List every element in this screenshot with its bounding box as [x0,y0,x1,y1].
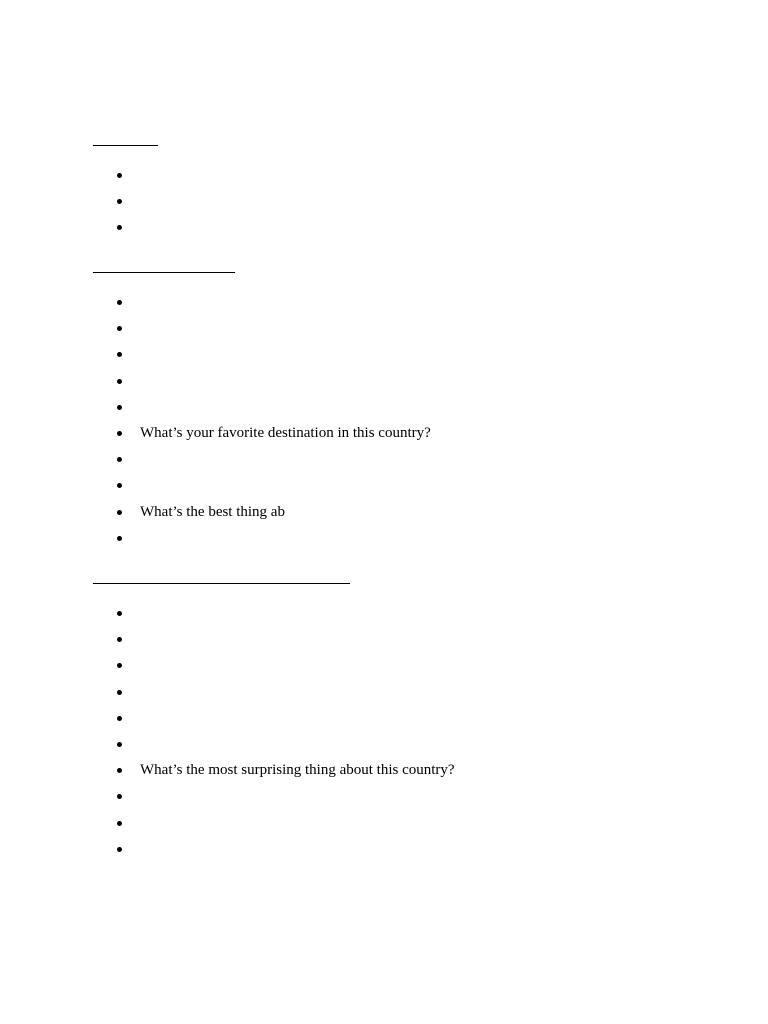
bullet-icon [117,225,122,230]
bullet-icon [117,821,122,826]
bullet-icon [117,483,122,488]
bullet-icon [117,663,122,668]
bullet-icon [117,199,122,204]
list-item-text: What’s your favorite destination in this country? [140,424,431,441]
bullet-icon [117,300,122,305]
bullet-icon [117,510,122,515]
list-item-text: What’s the best thing ab [140,503,285,520]
bullet-icon [117,173,122,178]
bullet-icon [117,536,122,541]
bullet-icon [117,768,122,773]
bullet-icon [117,611,122,616]
bullet-icon [117,716,122,721]
bullet-icon [117,379,122,384]
bullet-icon [117,352,122,357]
bullet-icon [117,431,122,436]
bullet-icon [117,794,122,799]
bullet-icon [117,690,122,695]
list-item-text: What’s the most surprising thing about this country? [140,762,455,779]
bullet-icon [117,742,122,747]
bullet-icon [117,326,122,331]
section-2-heading-underline [93,272,235,273]
section-3-heading-underline [93,583,350,584]
bullet-icon [117,847,122,852]
bullet-icon [117,457,122,462]
bullet-icon [117,405,122,410]
bullet-icon [117,637,122,642]
section-1-heading-underline [93,145,158,146]
